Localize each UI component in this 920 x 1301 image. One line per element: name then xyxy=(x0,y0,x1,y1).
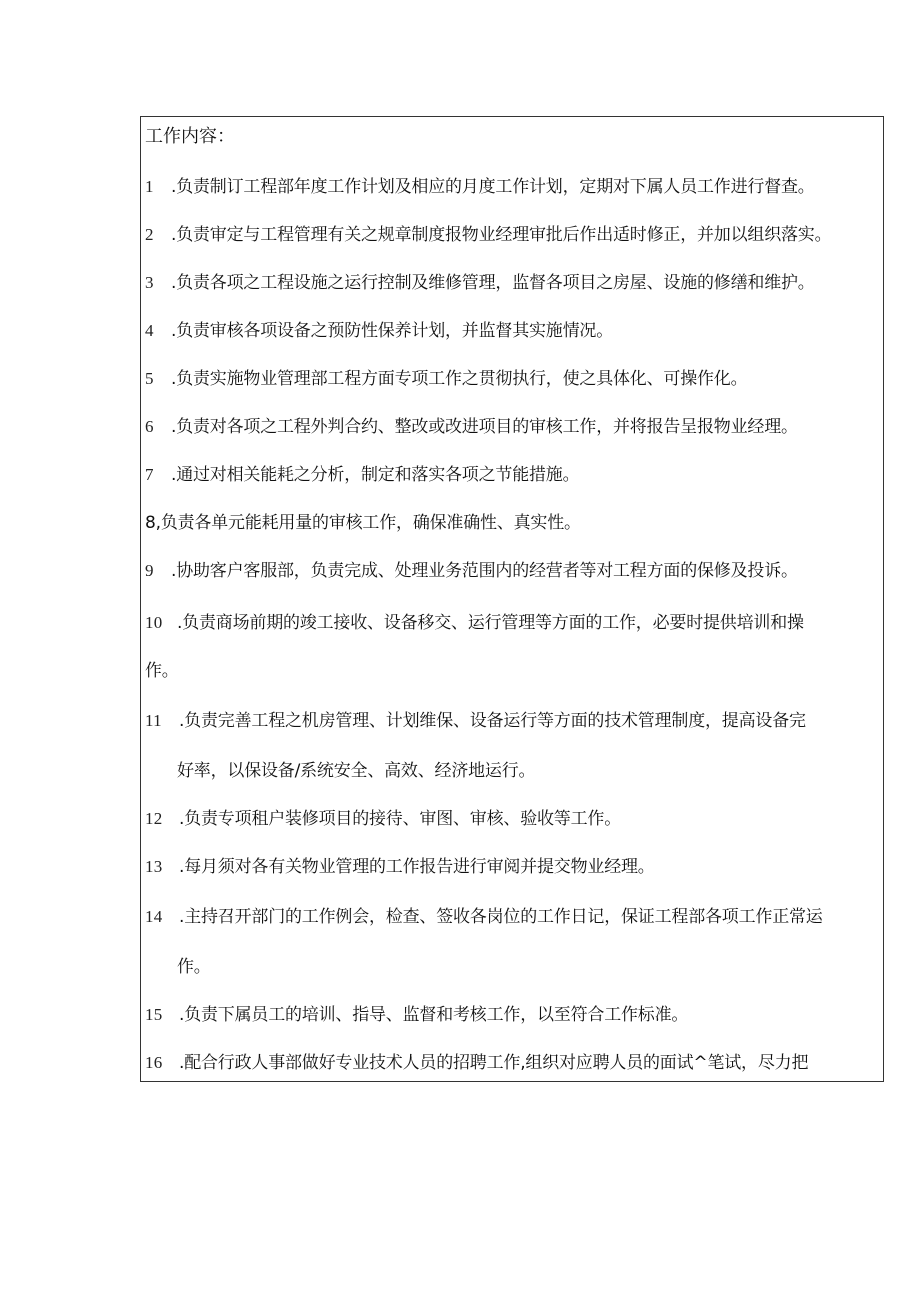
list-item xyxy=(145,463,579,487)
item-text: 8,负责各单元能耗用量的审核工作，确保准确性、真实性。 xyxy=(145,513,581,533)
item-text: .负责实施物业管理部工程方面专项工作之贯彻执行，使之具体化、可操作化。 xyxy=(171,369,748,389)
item-number: 1 xyxy=(145,177,154,196)
item-text: .负责完善工程之机房管理、计划维保、设备运行等方面的技术管理制度，提高设备完 xyxy=(179,711,806,731)
item-number: 6 xyxy=(145,417,154,436)
item-text: .主持召开部门的工作例会，检查、签收各岗位的工作日记，保证工程部各项工作正常运 xyxy=(179,907,823,927)
item-number: 5 xyxy=(145,369,154,388)
list-item xyxy=(145,855,655,879)
item-number: 10 xyxy=(145,613,163,632)
item-number: 2 xyxy=(145,225,154,244)
list-item xyxy=(145,611,804,635)
list-item xyxy=(145,415,798,439)
job-content-box xyxy=(140,116,884,1082)
list-item-continuation xyxy=(145,659,179,683)
item-number: 9 xyxy=(145,561,154,580)
item-text: 好率，以保设备/系统安全、高效、经济地运行。 xyxy=(177,761,536,781)
item-text: .负责审核各项设备之预防性保养计划，并监督其实施情况。 xyxy=(171,321,614,341)
list-item xyxy=(145,807,621,831)
item-text: .负责商场前期的竣工接收、设备移交、运行管理等方面的工作，必要时提供培训和操 xyxy=(177,613,804,633)
item-number: 3 xyxy=(145,273,154,292)
list-item xyxy=(145,223,831,247)
list-item-continuation xyxy=(177,955,211,979)
list-item xyxy=(145,511,581,535)
item-text: .每月须对各有关物业管理的工作报告进行审阅并提交物业经理。 xyxy=(179,857,655,877)
item-text: .负责专项租户装修项目的接待、审图、审核、验收等工作。 xyxy=(179,809,622,829)
item-number: 12 xyxy=(145,809,163,828)
list-item xyxy=(145,559,798,583)
list-item xyxy=(145,709,806,733)
item-number: 13 xyxy=(145,857,163,876)
item-number: 11 xyxy=(145,711,162,730)
item-text: .负责各项之工程设施之运行控制及维修管理，监督各项目之房屋、设施的修缮和维护。 xyxy=(171,273,815,293)
list-item xyxy=(145,905,823,929)
list-item xyxy=(145,175,815,199)
item-number: 7 xyxy=(145,465,154,484)
item-text: .协助客户客服部，负责完成、处理业务范围内的经营者等对工程方面的保修及投诉。 xyxy=(171,561,798,581)
list-item xyxy=(145,271,815,295)
item-text: .负责对各项之工程外判合约、整改或改进项目的审核工作，并将报告呈报物业经理。 xyxy=(171,417,798,437)
item-text: .负责审定与工程管理有关之规章制度报物业经理审批后作出适时修正，并加以组织落实。 xyxy=(171,225,832,245)
item-text: .负责制订工程部年度工作计划及相应的月度工作计划，定期对下属人员工作进行督查。 xyxy=(171,177,815,197)
list-item xyxy=(145,1051,808,1075)
item-number: 15 xyxy=(145,1005,163,1024)
item-text: .配合行政人事部做好专业技术人员的招聘工作,组织对应聘人员的面试^笔试，尽力把 xyxy=(179,1053,809,1073)
list-item xyxy=(145,367,747,391)
item-number: 4 xyxy=(145,321,154,340)
list-item xyxy=(145,1003,688,1027)
item-text: .通过对相关能耗之分析，制定和落实各项之节能措施。 xyxy=(171,465,580,485)
list-item-continuation xyxy=(177,759,535,783)
list-item xyxy=(145,319,613,343)
item-text: .负责下属员工的培训、指导、监督和考核工作，以至符合工作标准。 xyxy=(179,1005,689,1025)
item-text: 作。 xyxy=(177,957,211,977)
section-heading: 工作内容： xyxy=(145,126,235,147)
item-number: 16 xyxy=(145,1053,163,1072)
item-text: 作。 xyxy=(145,661,179,681)
item-number: 14 xyxy=(145,907,163,926)
